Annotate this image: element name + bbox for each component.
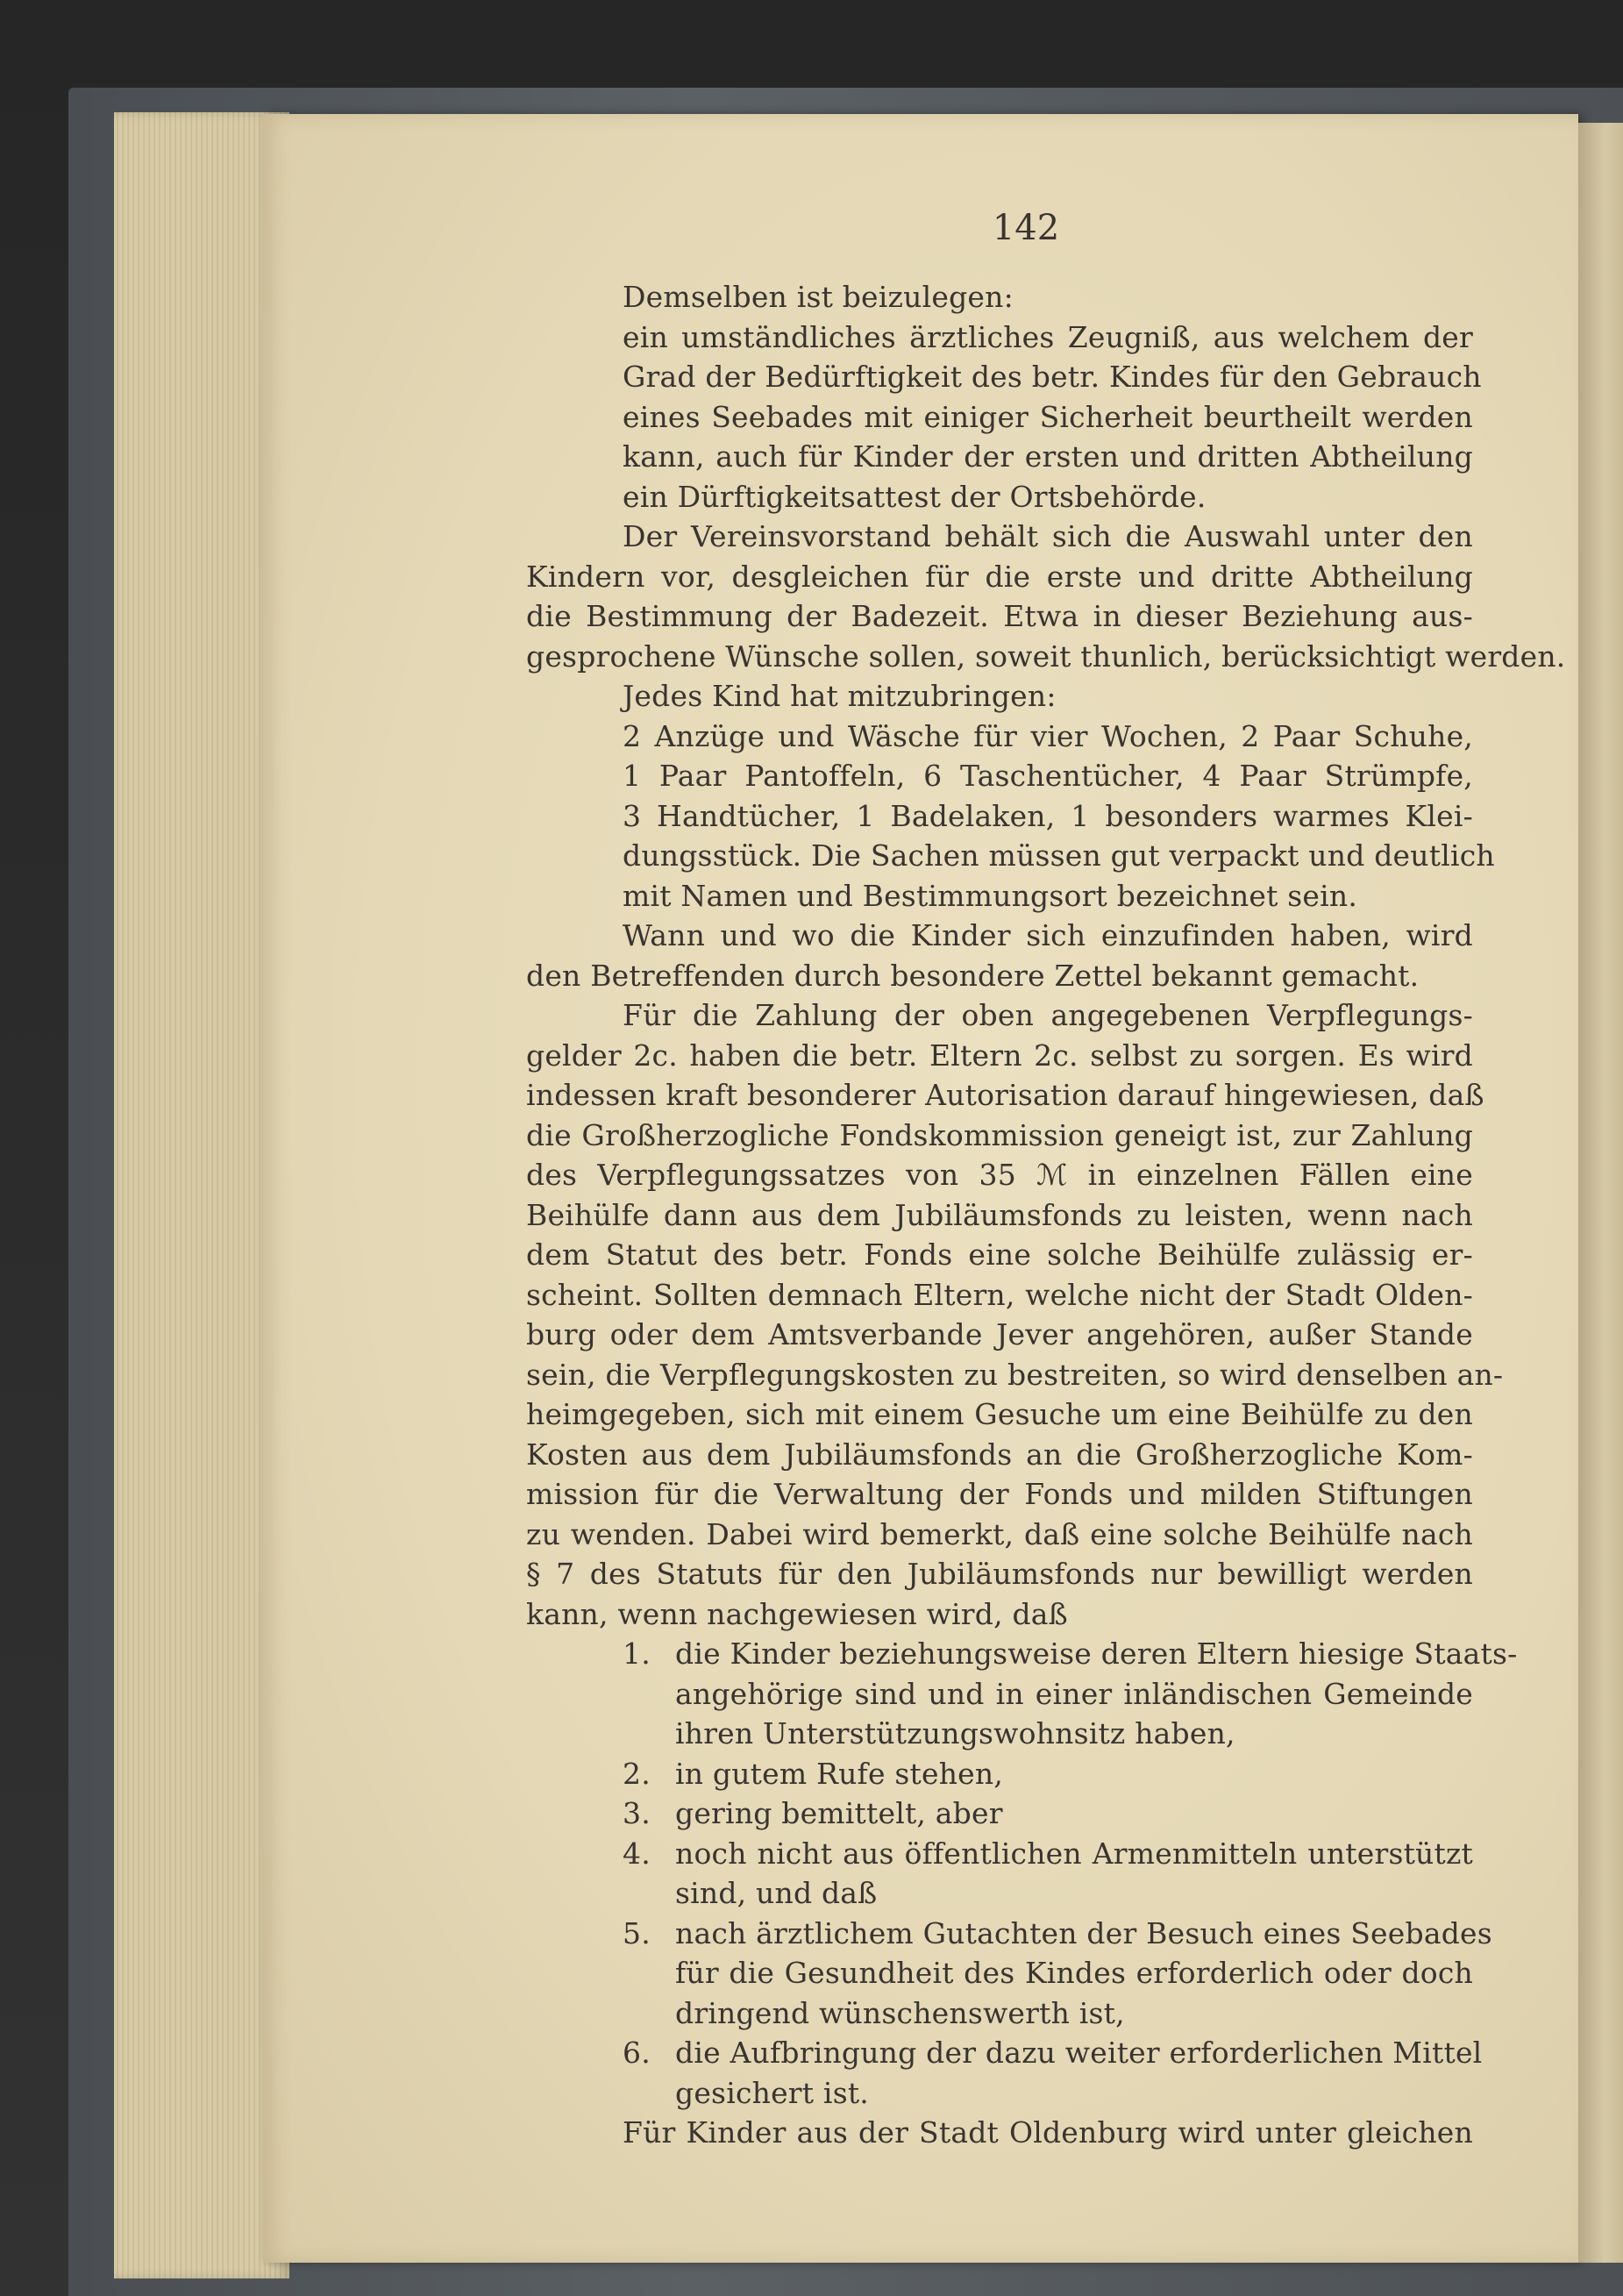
text-line: ein umständliches ärztliches Zeugniß, aus welchem der: [623, 319, 1473, 354]
list-text: nach ärztlichem Gutachten der Besuch eines Seebades: [675, 1915, 1492, 1950]
list-line: [526, 2073, 1473, 2114]
text-line: heimgegeben, sich mit einem Gesuche um eine Beihülfe zu den: [526, 1397, 1473, 1431]
list-line: [526, 1754, 1473, 1794]
text-line: eines Seebades mit einiger Sicherheit beurtheilt werden: [623, 399, 1473, 434]
text-line: ein Dürftigkeitsattest der Ortsbehörde.: [623, 479, 1207, 514]
text-line: Beihülfe dann aus dem Jubiläumsfonds zu leisten, wenn nach: [526, 1197, 1473, 1232]
list-text: gesichert ist.: [675, 2075, 869, 2110]
next-page-edge: [1578, 123, 1623, 2263]
list-text: die Aufbringung der dazu weiter erforderlichen Mittel: [675, 2036, 1483, 2070]
list-line: [526, 1834, 1473, 1874]
text-line: Kindern vor, desgleichen für die erste und dritte Abtheilung: [526, 559, 1473, 594]
text-line: Der Vereinsvorstand behält sich die Auswahl unter den: [623, 519, 1473, 553]
text-line: 3 Handtücher, 1 Badelaken, 1 besonders warmes Klei-: [623, 798, 1473, 833]
text-line: die Großherzogliche Fondskommission geneigt ist, zur Zahlung: [526, 1117, 1473, 1152]
list-text: dringend wünschenswerth ist,: [675, 1995, 1125, 2030]
list-text: die Kinder beziehungsweise deren Eltern hiesige Staats-: [675, 1636, 1518, 1671]
list-line: [526, 1993, 1473, 2034]
page-text: [526, 202, 1566, 2153]
text-line: sein, die Verpflegungskosten zu bestreiten, so wird denselben an-: [526, 1357, 1504, 1392]
list-line: [526, 1953, 1473, 1993]
list-text: angehörige sind und in einer inländischen Gemeinde: [675, 1676, 1473, 1711]
text-line: zu wenden. Dabei wird bemerkt, daß eine solche Beihülfe nach: [526, 1516, 1473, 1551]
text-line: gelder 2c. haben die betr. Eltern 2c. selbst zu sorgen. Es wird: [526, 1037, 1473, 1073]
list-line: [526, 2033, 1483, 2073]
text-line: Demselben ist beizulegen:: [623, 280, 1014, 314]
list-number: 2.: [623, 1756, 651, 1791]
list-text: noch nicht aus öffentlichen Armenmitteln unterstützt: [675, 1836, 1473, 1871]
list-text: ihren Unterstützungswohnsitz haben,: [675, 1716, 1235, 1751]
text-line: burg oder dem Amtsverbande Jever angehören, außer Stande: [526, 1317, 1473, 1351]
list-number: 3.: [623, 1796, 651, 1830]
text-line: indessen kraft besonderer Autorisation darauf hingewiesen, daß: [526, 1078, 1484, 1112]
list-number: 4.: [623, 1836, 651, 1871]
list-line: [526, 1873, 1473, 1914]
text-line: kann, wenn nachgewiesen wird, daß: [526, 1596, 1068, 1631]
text-line: dungsstück. Die Sachen müssen gut verpackt und deutlich: [623, 838, 1495, 873]
text-line: 1 Paar Pantoffeln, 6 Taschentücher, 4 Paar Strümpfe,: [623, 759, 1473, 793]
text-body: [526, 277, 1566, 2153]
text-line: Grad der Bedürftigkeit des betr. Kindes für den Gebrauch: [623, 360, 1482, 394]
text-line: § 7 des Statuts für den Jubiläumsfonds nur bewilligt werden: [526, 1557, 1473, 1591]
text-line: scheint. Sollten demnach Eltern, welche nicht der Stadt Olden-: [526, 1277, 1473, 1312]
text-line: Jedes Kind hat mitzubringen:: [623, 679, 1057, 713]
list-text: in gutem Rufe stehen,: [675, 1756, 1004, 1791]
text-line: mit Namen und Bestimmungsort bezeichnet sein.: [623, 878, 1358, 913]
list-line: [526, 1914, 1492, 1954]
text-line: kann, auch für Kinder der ersten und dritten Abtheilung: [623, 439, 1473, 474]
text-line: die Bestimmung der Badezeit. Etwa in dieser Beziehung aus-: [526, 599, 1473, 633]
text-line: mission für die Verwaltung der Fonds und milden Stiftungen: [526, 1477, 1473, 1511]
text-line: gesprochene Wünsche sollen, soweit thunlich, berücksichtigt werden.: [526, 638, 1566, 674]
list-line: [526, 1674, 1473, 1715]
list-number: 6.: [623, 2036, 651, 2070]
text-line: Für Kinder aus der Stadt Oldenburg wird unter gleichen: [623, 2115, 1473, 2150]
list-text: gering bemittelt, aber: [675, 1796, 1003, 1830]
list-number: 5.: [623, 1915, 651, 1950]
text-line: des Verpflegungssatzes von 35 ℳ in einzelnen Fällen eine: [526, 1158, 1473, 1192]
text-line: den Betreffenden durch besondere Zettel bekannt gemacht.: [526, 958, 1420, 993]
text-line: Für die Zahlung der oben angegebenen Verpflegungs-: [623, 998, 1473, 1032]
list-line: [526, 1793, 1473, 1834]
list-text: für die Gesundheit des Kindes erforderlich oder doch: [675, 1956, 1473, 1990]
list-line: [526, 1714, 1473, 1754]
list-text: sind, und daß: [675, 1876, 878, 1910]
text-line: dem Statut des betr. Fonds eine solche Beihülfe zulässig er-: [526, 1237, 1473, 1272]
list-line: [526, 1634, 1518, 1674]
page-number: 142: [992, 208, 1060, 248]
text-line: Kosten aus dem Jubiläumsfonds an die Großherzogliche Kom-: [526, 1437, 1473, 1472]
text-line: Wann und wo die Kinder sich einzufinden haben, wird: [623, 918, 1473, 952]
list-number: 1.: [623, 1636, 651, 1671]
text-line: 2 Anzüge und Wäsche für vier Wochen, 2 Paar Schuhe,: [623, 718, 1473, 753]
